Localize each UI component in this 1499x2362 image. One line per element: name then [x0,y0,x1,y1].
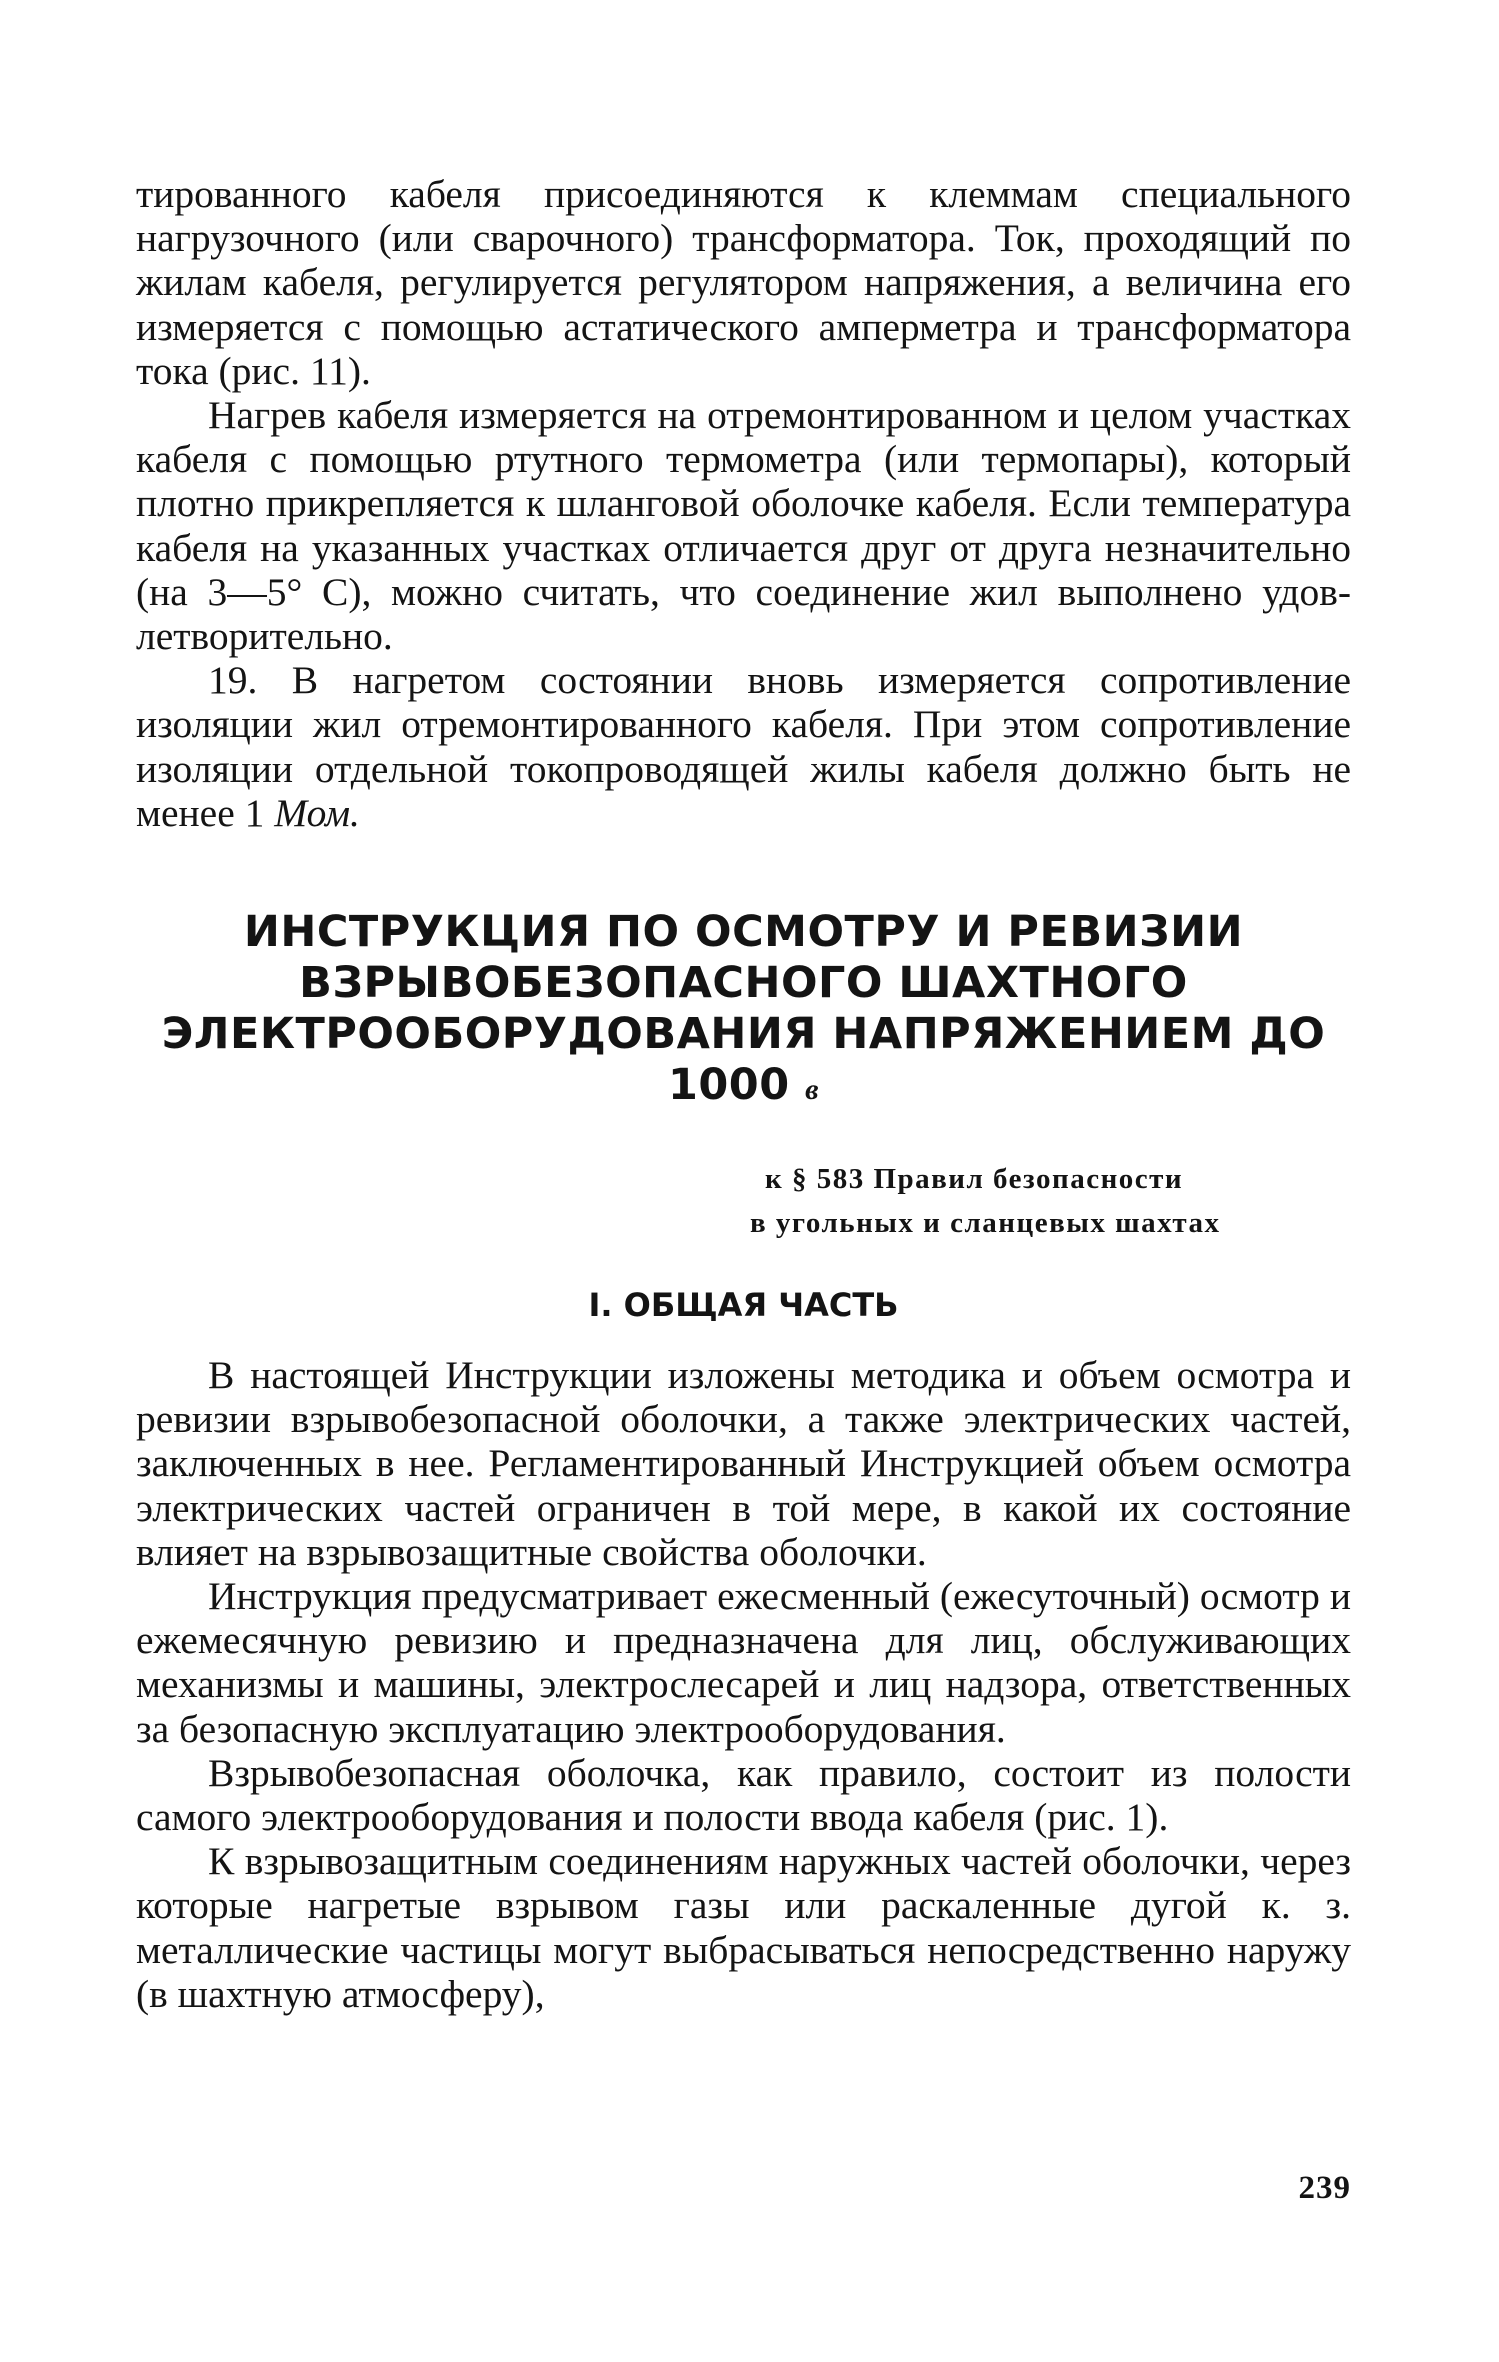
heading-line-1: ИНСТРУКЦИЯ ПО ОСМОТРУ И РЕВИЗИИ [243,907,1244,958]
paragraph-shell-structure: Взрывобезопасная оболочка, как правило, состоит из полости самого электрооборудования и полости ввода кабеля (рис. 1). [136,1750,1351,1840]
heading-line-3-text: ЭЛЕКТРООБОРУДОВАНИЯ НАПРЯЖЕНИЕМ ДО 1000 [161,1009,1326,1111]
heading-line-3 [136,1009,1351,1115]
reference-line-1: к § 583 Правил безопасности [765,1163,1184,1196]
paragraph-scope: В настоящей Инструкции изложены методика и объем осмотра и ревизии взрывобезопасной оболочки, а также электрических частей, заключенных в нее. Регламентированный Инструкцией объем осмотра электрических частей ограничен в той мере, в какой их состояние влияет на взрывозащитные свойства оболочки. [136,1353,1351,1574]
page-number: 239 [1298,2170,1351,2206]
paragraph-item-19-text: 19. В нагретом состоянии вновь измеряется сопротивление изоляции жил отремонтированного кабеля. При этом сопротивление изоляции отдельной токопроводящей жилы кабеля должно быть не менее 1 [136,658,1351,835]
page-body [136,172,1351,2016]
paragraph-cable-heating: Нагрев кабеля измеряется на отремонтированном и целом участках кабеля с помощью ртутного термометра (или термопары), который плотно прикрепляется к шланговой оболочке кабеля. Если температура кабеля на указанных участках отличается друг от друга незначительно (на 3—5° С), можно считать, что соединение жил выполнено удовлетворительно. [136,393,1351,659]
section-title: I. ОБЩАЯ ЧАСТЬ [588,1286,899,1325]
paragraph-explosion-joints: К взрывозащитным соединениям наружных частей оболочки, через которые нагретые взрывом газы или раскаленные дугой к. з. металлические частицы могут выбрасываться непосредственно наружу (в шахтную атмосферу), [136,1839,1351,2016]
rules-reference [750,1157,1351,1245]
reference-line-2: в угольных и сланцевых шахтах [750,1207,1221,1240]
paragraph-inspection-schedule: Инструкция предусматривает ежесменный (ежесуточный) осмотр и ежемесячную ревизию и предназначена для лиц, обслуживающих механизмы и машины, электрослесарей и лиц надзора, ответственных за безопасную эксплуатацию электрооборудования. [136,1574,1351,1751]
heading-line-2: ВЗРЫВОБЕЗОПАСНОГО ШАХТНОГО [299,958,1188,1009]
unit-megaohm: Мом. [274,790,360,835]
paragraph-continued: тированного кабеля присоединяются к клеммам специального нагрузочного (или сварочного) трансформатора. Ток, проходящий по жилам кабеля, регулируется регулятором напряжения, а величина его измеряется с помощью астатического амперметра и трансформатора тока (рис. 11). [136,172,1351,393]
instruction-heading [136,907,1351,1115]
heading-voltage-unit: в [805,1073,820,1107]
paragraph-item-19 [136,658,1351,835]
